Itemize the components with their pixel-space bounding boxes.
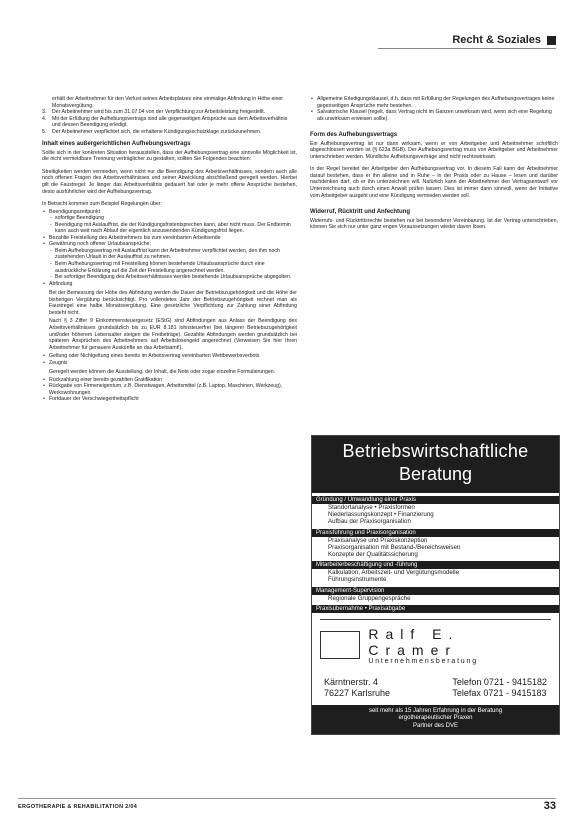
- ad-title: Betriebswirtschaftliche: [342, 441, 529, 461]
- paragraph: Bei der Bemessung der Höhe des Abfindung werden die Dauer der Betriebszugehörigkeit und die Höhe der bisherigen Vergütung berücksichtigt. Pro vollendetes Jahr der Betriebszugehörigkeit rechnet man als Faustregel eine halbe Monatsvergütung. Eine gesetzliche Verpflichtung zur Zahlung einer Abfindung besteht nicht.: [49, 290, 297, 316]
- service-item: Praxisanalyse und Praxiskonzeption: [328, 536, 428, 544]
- heading-inhalt: Inhalt eines außergerichtlichen Aufhebungsvertrags: [42, 141, 191, 148]
- list-item: • Rückgabe von Firmeneigentum, z.B. Dienstwagen, Arbeitsmittel (z.B. Laptop, Maschinen, Werkzeug), Werkswohnungen: [49, 383, 297, 396]
- ad-contact: [312, 669, 559, 701]
- regelungen-list-3: [42, 377, 297, 403]
- address-city: 76227 Karlsruhe: [324, 687, 391, 698]
- regelungen-list: [42, 209, 297, 288]
- paragraph: In Betracht kommen zum Beispiel Regelungen über:: [42, 201, 162, 208]
- section-square-icon: [547, 36, 556, 45]
- numbered-item: 4. Mit der Erfüllung der Aufhebungsvertrags sind alle gegenseitigen Ansprüche aus dem Arbeitsverhältnis und dessen Beendigung erledigt.: [42, 115, 288, 129]
- ad-footer-line: Partner des DVE: [412, 723, 459, 730]
- heading-widerruf: Widerruf, Rücktritt und Anfechtung: [310, 209, 411, 216]
- service-heading: Gründung / Umwandlung einer Praxis: [312, 496, 559, 504]
- page-number: 33: [543, 800, 556, 812]
- service-item: Konzepte der Qualitätssicherung: [328, 551, 418, 559]
- right-column: [310, 96, 558, 237]
- ad-footer-line: seit mehr als 15 Jahren Erfahrung in der Beratung: [368, 707, 503, 714]
- klausel-list: [310, 96, 558, 122]
- section-title: Recht & Soziales: [452, 34, 541, 46]
- phone-number: Telefon 0721 - 9415182: [452, 676, 547, 687]
- list-item: • Zeugnis: [49, 360, 297, 367]
- paragraph: Sollte sich in der konkreten Situation herausstellen, dass der Aufhebungsvertrag eine sinnvolle Möglichkeit ist, die nicht vermeidbare Trennung verträglicher zu gestalten, sollten Sie Folgendes beachten:: [42, 149, 297, 163]
- sub-list-item: - Beim Aufhebungsvertrag mit Auslauffrist kann der Arbeitnehmer verpflichtet werden, den ihm noch zustehenden Urlaub in der Auslauffrist zu nehmen.: [55, 248, 297, 261]
- list-item: • Salvatorische Klausel (regelt, dass Vertrag nicht im Ganzen unwirksam wird, wenn sich eine Regelung als unwirksam erweisen sollte).: [317, 109, 558, 122]
- ad-footer: [312, 705, 559, 734]
- numbered-item: 3. Der Arbeitnehmer wird bis zum 31.07.04 von der Verpflichtung zur Arbeitsleistung freigestellt.: [42, 109, 266, 116]
- company-logo-icon: [320, 631, 360, 659]
- journal-name: ERGOTHERAPIE & REHABILITATION 2/04: [18, 804, 138, 810]
- sub-list-item: - Bei sofortiger Beendigung des Arbeitsverhältnisses werden bestehende Urlaubsansprüche abgegolten.: [55, 274, 297, 281]
- address-street: Kärntnerstr. 4: [324, 676, 379, 687]
- list-item: • Geltung oder Nichtgeltung eines bereits im Arbeitsvertrag vereinbarten Wettbewerbsverbots: [49, 353, 297, 360]
- service-heading: Management-Supervision: [312, 587, 559, 595]
- paragraph: Geregelt werden können die Ausstellung, der Inhalt, die Note oder sogar einzelne Formulierungen.: [49, 369, 276, 376]
- ad-footer-line: ergotherapeutischer Praxen: [398, 715, 473, 722]
- list-item: • Bezahlte Freistellung des Arbeitnehmers bis zum vereinbarten Arbeitsende: [49, 235, 297, 242]
- ad-subtitle: Beratung: [398, 464, 473, 484]
- service-item: Führungsinstrumente: [328, 576, 387, 584]
- ad-logo: [320, 619, 551, 665]
- service-item: Kalkulation, Arbeitszeit- und Vergütungsmodelle: [328, 569, 460, 577]
- sub-list-item: - sofortige Beendigung: [55, 215, 297, 222]
- paragraph: In der Regel bereitet der Arbeitgeber den Aufhebungsvertrag vor. In diesem Fall kann der Arbeitnehmer darauf bestehen, dass er ihn alleine und in Ruhe – in der Praxis oder zu Hause – lesen und darüber nachdenken darf, ob er ihn unterzeichnen will. Natürlich kann der Arbeitnehmer den Vertragsentwurf vor Unterzeichnung auch durch einen Anwalt prüfen lassen. Dies ist immer dann sinnvoll, wenn der Initiative vom Arbeitgeber ausgeht und eine Kündigung vermieden werden soll.: [310, 166, 558, 199]
- service-item: Praxisorganisation mit Bestand-/Bereichsweisen: [328, 543, 461, 551]
- list-item: • Allgemeine Erledigungsklausel, d.h. dass mit Erfüllung der Regelungen des Aufhebungsvertrages keine gegenseitigen Ansprüche mehr bestehen.: [317, 96, 558, 109]
- list-item: • Fortdauer der Verschwiegenheitspflicht: [49, 396, 297, 403]
- service-heading: Praxisübernahme • Praxisabgabe: [312, 605, 559, 613]
- list-item: • Gewährung noch offener Urlaubsansprüche: - Beim Aufhebungsvertrag mit Auslauffrist kann der Arbeitnehmer verpflichtet werden, den ihm noch zustehenden Urlaub in der Auslauffrist zu nehmen. - Beim Aufhebungsvertrag mit Freistellung können bestehende Urlaubsansprüche durch eine ausdrückliche Erklärung auf die Zeit der Freistellung angerechnet werden. - Bei sofortiger Beendigung des Arbeitsverhältnisses werden bestehende Urlaubsansprüche abgegolten.: [49, 241, 297, 280]
- heading-form: Form des Aufhebungsvertrags: [310, 132, 398, 139]
- header-rule: [378, 48, 556, 49]
- service-heading: Praxisführung und Praxisorganisation: [312, 529, 559, 537]
- service-item: Aufbau der Praxisorganisation: [328, 518, 411, 526]
- fax-number: Telefax 0721 - 9415183: [452, 687, 547, 698]
- section-header: [452, 34, 556, 46]
- paragraph: Nach § 3 Ziffer 9 Einkommensteuergesetz (EStG) sind Abfindungen aus Anlass der Beendigung des Arbeitsverhältnisses grundsätzlich bis zu EUR 8.181 lohnsteuerfrei (bei längerer Betriebszugehörigkeit und/oder höherem Lebensalter steigen die Freibeträge). Gezahlte Abfindungen werden grundsätzlich bei späteren Ansprüchen des Arbeitnehmers auf Arbeitslosengeld angerechnet (Verweisen Sie hier Ihren Arbeitnehmer für genauere Auskünfte an das Arbeitsamt!).: [49, 318, 297, 351]
- ad-services: [312, 496, 559, 613]
- service-heading: Mitarbeiterbeschäftigung und -führung: [312, 561, 559, 569]
- sub-list-item: - Beim Aufhebungsvertrag mit Freistellung können bestehende Urlaubsansprüche durch eine ausdrückliche Erklärung auf die Zeit der Freistellung angerechnet werden.: [55, 261, 297, 274]
- company-tagline: Unternehmensberatung: [368, 657, 478, 665]
- paragraph: Widerrufs- und Rücktrittsrechte bestehen nur bei besonderer Vereinbarung. Ist der Vertrag unterschrieben, können Sie sich nur unter ganz engen Voraussetzungen wieder davon lösen.: [310, 217, 558, 231]
- service-item: Regionale Gruppengespräche: [328, 594, 411, 602]
- numbered-item: erhält der Arbeitnehmer für den Verlust seines Arbeitsplatzes eine einmalige Abfindung in Höhe einer Monatsvergütung.: [52, 96, 283, 109]
- paragraph: Streitigkeiten werden vermieden, wenn nicht nur die Beendigung des Arbeitsverhältnisses, sondern auch alle noch offenen Fragen des Arbeitsverhältnisses und seiner Abwicklung abschließend geregelt werden. Hierbei gilt die Faustregel: Je länger das Arbeitsverhältnis gedauert hat oder je mehr offene Ansprüche bestehen, desto ausführlicher wird der Aufhebungsvertrag.: [42, 168, 297, 195]
- sub-list-item: - Beendigung mit Auslauffrist, die der Kündigungsfristentsprechen kann, aber nicht muss. Der Endtermin kann auch weit nach Ablauf der eigentlich anzuwendenden Kündigungsfrist liegen.: [55, 222, 297, 235]
- footer-rule: [18, 798, 556, 799]
- advertisement: [311, 435, 560, 735]
- list-item: • Rückzahlung einer bereits gezahlten Gratifikation: [49, 377, 297, 384]
- list-item: • Abfindung: [49, 281, 297, 288]
- numbered-item: 5. Der Arbeitnehmer verpflichtet sich, die erhaltene Kündigungsschutzklage zurückzunehmen.: [42, 128, 262, 135]
- list-item: • Beendigungszeitpunkt - sofortige Beendigung - Beendigung mit Auslauffrist, die der Kündigungsfristentsprechen kann, aber nicht muss. Der Endtermin kann auch weit nach Ablauf der eigentlich anzuwendenden Kündigungsfrist liegen.: [49, 209, 297, 235]
- service-item: Niederlassungskonzept • Finanzierung: [328, 511, 434, 519]
- paragraph: Ein Aufhebungsvertrag ist nur dann wirksam, wenn er von Arbeitgeber und Arbeitnehmer schriftlich abgeschlossen worden ist (§ 623a BGB). Der Aufhebungsvertrag muss von Arbeitgeber und Arbeitnehmer unterschrieben werden. Mündliche Aufhebungsverträge sind nicht rechtswirksam.: [310, 140, 558, 160]
- regelungen-list-2: [42, 353, 297, 366]
- left-column: [42, 96, 297, 406]
- company-name: Ralf E. Cramer: [368, 625, 460, 658]
- numbered-list: [42, 96, 297, 135]
- page-footer: [18, 798, 556, 814]
- ad-header: [312, 436, 559, 493]
- service-item: Standortanalyse • Praxisformen: [328, 504, 415, 511]
